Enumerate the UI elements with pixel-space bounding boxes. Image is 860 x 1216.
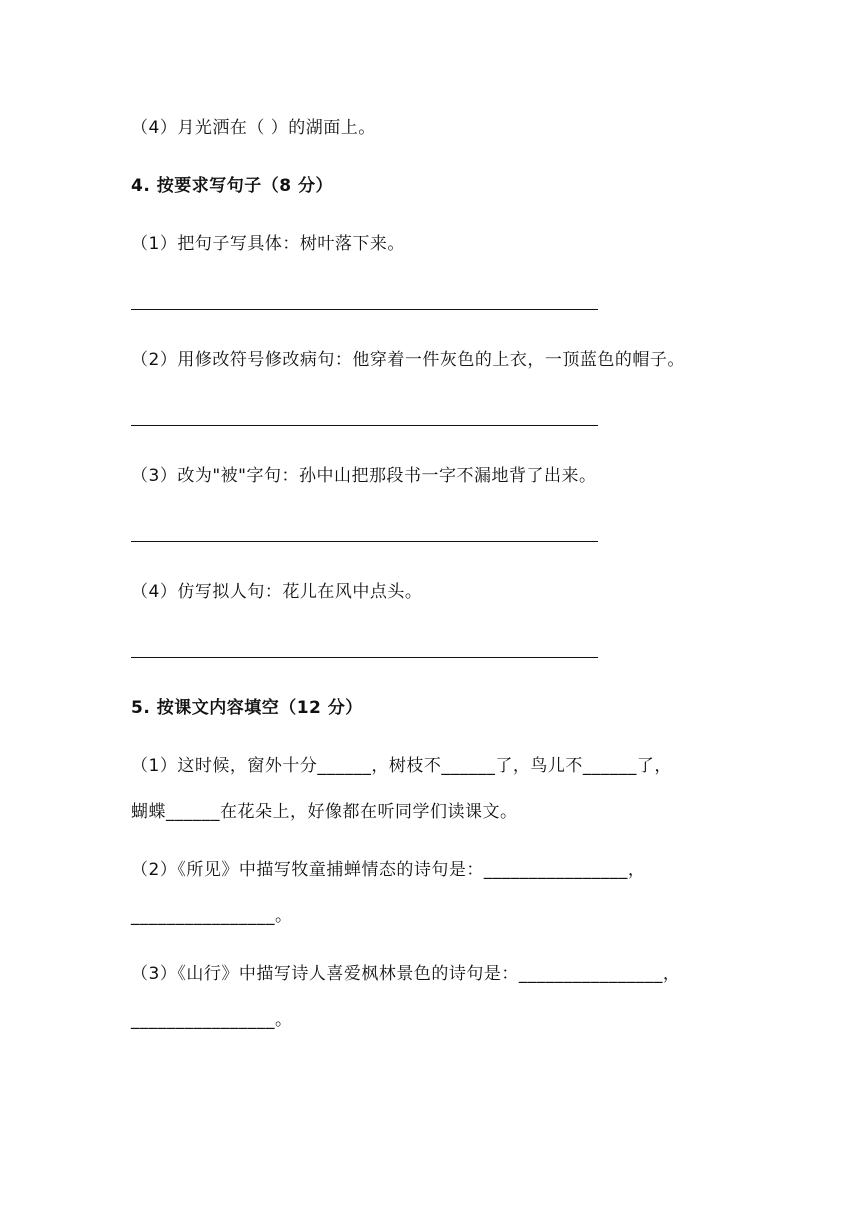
q5-item-2-line-2: ________________。 xyxy=(131,906,293,926)
q4-item-2: （2）用修改符号修改病句：他穿着一件灰色的上衣，一顶蓝色的帽子。 xyxy=(131,350,685,370)
q4-item-4: （4）仿写拟人句：花儿在风中点头。 xyxy=(131,582,423,602)
q4-item-3-answer-line[interactable] xyxy=(131,541,598,542)
q5-heading: 5. 按课文内容填空（12 分） xyxy=(131,698,363,718)
q4-item-2-answer-line[interactable] xyxy=(131,425,598,426)
q3-item-4: （4）月光洒在（ ）的湖面上。 xyxy=(131,118,376,138)
q4-item-1-answer-line[interactable] xyxy=(131,309,598,310)
q5-item-3-line-1: （3）《山行》中描写诗人喜爱枫林景色的诗句是：________________， xyxy=(131,964,681,984)
q4-item-3: （3）改为"被"字句：孙中山把那段书一字不漏地背了出来。 xyxy=(131,466,597,486)
q5-item-2-line-1: （2）《所见》中描写牧童捕蝉情态的诗句是：________________， xyxy=(131,860,646,880)
q4-item-4-answer-line[interactable] xyxy=(131,657,598,658)
q4-item-1: （1）把句子写具体：树叶落下来。 xyxy=(131,234,405,254)
q4-heading: 4. 按要求写句子（8 分） xyxy=(131,176,333,196)
q5-item-1-line-1: （1）这时候，窗外十分______，树枝不______了，鸟儿不______了， xyxy=(131,756,672,776)
q5-item-3-line-2: ________________。 xyxy=(131,1010,293,1030)
q5-item-1-line-2: 蝴蝶______在花朵上，好像都在听同学们读课文。 xyxy=(131,802,518,822)
